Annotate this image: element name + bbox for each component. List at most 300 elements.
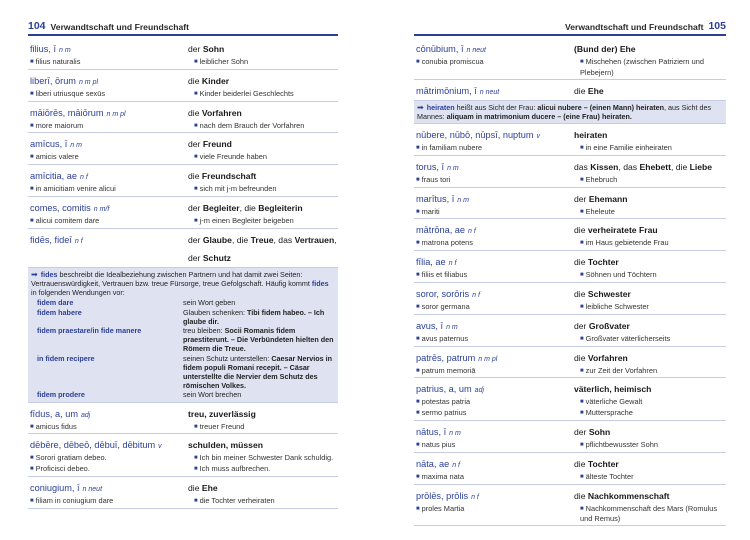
dictionary-entry bbox=[414, 347, 726, 379]
example-german-text: Mischehen (zwischen Patriziern und Plebejern) bbox=[580, 57, 704, 77]
example-german-text: sich mit j-m befreunden bbox=[199, 184, 277, 194]
left-entries bbox=[28, 38, 338, 268]
phrase-latin: in fidem recipere bbox=[37, 353, 95, 363]
dictionary-entry bbox=[414, 219, 726, 251]
example-latin bbox=[30, 152, 188, 163]
example-german bbox=[188, 216, 338, 227]
headword: avus, ī bbox=[416, 320, 444, 331]
german-column bbox=[188, 134, 338, 152]
translation: der Begleiter, die Begleiterin bbox=[188, 202, 303, 213]
example-row bbox=[416, 504, 726, 525]
example-row bbox=[416, 57, 726, 78]
bullet-icon: ■ bbox=[416, 272, 420, 279]
translation: der Sohn bbox=[188, 44, 225, 54]
dictionary-entry bbox=[28, 197, 338, 229]
example-latin-text: Sorori gratiam debeo. bbox=[35, 453, 107, 463]
example-german-text: Großvater väterlicherseits bbox=[585, 333, 671, 343]
headword: marītus, ī bbox=[416, 193, 455, 204]
phrase-latin: fidem prodere bbox=[37, 390, 85, 400]
latin-column bbox=[30, 39, 188, 57]
latin-column bbox=[416, 486, 574, 504]
bullet-icon: ■ bbox=[580, 145, 584, 151]
note-text: heißt aus Sicht der Frau: bbox=[456, 102, 536, 112]
example-latin bbox=[30, 121, 188, 132]
example-german bbox=[574, 57, 726, 78]
note-text-2: in folgenden Wendungen vor: bbox=[31, 288, 125, 298]
translation: der Sohn bbox=[574, 426, 611, 437]
example-row bbox=[30, 453, 338, 464]
note-keyword: fides bbox=[40, 269, 58, 279]
entry-main-row bbox=[416, 316, 726, 334]
grammar-tag: adj bbox=[81, 411, 91, 419]
example-latin bbox=[416, 143, 574, 154]
left-header bbox=[28, 16, 338, 32]
entry-main-row bbox=[30, 230, 338, 266]
bullet-icon: ■ bbox=[416, 176, 420, 183]
bullet-icon: ■ bbox=[194, 59, 198, 65]
example-german-text: leiblicher Sohn bbox=[199, 57, 249, 66]
dictionary-entry bbox=[28, 133, 338, 165]
example-row bbox=[416, 302, 726, 313]
entry-main-row bbox=[416, 189, 726, 207]
example-latin-text: amicus fidus bbox=[35, 421, 77, 431]
bullet-icon: ■ bbox=[416, 367, 420, 374]
example-row bbox=[30, 184, 338, 195]
bullet-icon: ■ bbox=[194, 498, 198, 505]
fides-note-box bbox=[28, 268, 338, 403]
dictionary-entry bbox=[28, 165, 338, 197]
bullet-icon: ■ bbox=[30, 154, 34, 161]
entry-main-row bbox=[416, 39, 726, 57]
example-german-text: leibliche Schwester bbox=[585, 301, 649, 311]
example-latin bbox=[416, 504, 574, 515]
example-latin-text: more maiorum bbox=[35, 120, 84, 130]
example-german bbox=[574, 408, 726, 419]
dictionary-entry bbox=[28, 38, 338, 70]
example-latin-text: conubia promiscua bbox=[421, 57, 484, 66]
translation: die Nachkommenschaft bbox=[574, 490, 670, 501]
headword: māiōrēs, māiōrum bbox=[30, 107, 104, 118]
translation: die Vorfahren bbox=[188, 107, 242, 118]
latin-column bbox=[416, 454, 574, 472]
example-german bbox=[574, 397, 726, 408]
german-column bbox=[574, 157, 726, 175]
translation: schulden, müssen bbox=[188, 440, 263, 451]
bullet-icon: ■ bbox=[30, 423, 34, 430]
example-german bbox=[574, 472, 726, 483]
translation: die Vorfahren bbox=[574, 352, 628, 363]
example-german-text: in eine Familie einheiraten bbox=[585, 143, 672, 152]
left-page-number: 104 bbox=[28, 20, 46, 32]
right-entries-2 bbox=[414, 124, 726, 526]
dictionary-entry bbox=[414, 124, 726, 156]
bullet-icon: ■ bbox=[416, 240, 420, 247]
translation: die Tochter bbox=[574, 458, 619, 469]
entry-main-row bbox=[416, 81, 726, 99]
latin-column bbox=[30, 166, 188, 184]
german-column bbox=[574, 422, 726, 440]
bullet-icon: ■ bbox=[194, 217, 198, 224]
bullet-icon: ■ bbox=[194, 122, 198, 129]
grammar-tag: n m bbox=[447, 164, 459, 172]
dictionary-entry bbox=[28, 229, 338, 268]
bullet-icon: ■ bbox=[30, 59, 34, 65]
headword: nāta, ae bbox=[416, 458, 450, 469]
right-entries bbox=[414, 38, 726, 101]
example-latin bbox=[416, 440, 574, 451]
dictionary-entry bbox=[28, 102, 338, 134]
note-bold-1: alicui nubere – (einen Mann) heiraten bbox=[537, 102, 664, 112]
bullet-icon: ■ bbox=[194, 154, 198, 161]
translation: (Bund der) Ehe bbox=[574, 44, 636, 54]
entry-main-row bbox=[30, 166, 338, 184]
right-header bbox=[414, 16, 726, 32]
example-german-text: Ehebruch bbox=[585, 174, 618, 184]
bullet-icon: ■ bbox=[416, 410, 420, 417]
example-german-text: Kinder beiderlei Geschlechts bbox=[199, 88, 294, 98]
example-german bbox=[188, 121, 338, 132]
example-latin-text: mariti bbox=[421, 206, 440, 216]
example-latin bbox=[416, 207, 574, 218]
example-german-text: Söhnen und Töchtern bbox=[585, 270, 657, 280]
example-german bbox=[574, 238, 726, 249]
example-latin-text: Proficisci debeo. bbox=[35, 464, 90, 474]
bullet-icon: ■ bbox=[416, 208, 420, 215]
latin-column bbox=[30, 71, 188, 89]
example-german bbox=[574, 504, 726, 525]
bullet-icon: ■ bbox=[194, 186, 198, 193]
example-german bbox=[188, 184, 338, 195]
entry-main-row bbox=[416, 454, 726, 472]
example-latin-text: matrona potens bbox=[421, 238, 473, 248]
example-row bbox=[30, 422, 338, 433]
example-german-text: treuer Freund bbox=[199, 421, 245, 431]
example-latin bbox=[416, 238, 574, 249]
bullet-icon: ■ bbox=[580, 441, 584, 448]
translation: die Tochter bbox=[574, 257, 619, 268]
bullet-icon: ■ bbox=[30, 498, 34, 505]
german-column bbox=[574, 220, 726, 238]
example-german-text: Nachkommenschaft des Mars (Romulus und Remus) bbox=[580, 503, 718, 524]
bullet-icon: ■ bbox=[416, 399, 420, 406]
example-latin bbox=[416, 270, 574, 281]
example-german bbox=[574, 302, 726, 313]
right-running-head: Verwandtschaft und Freundschaft bbox=[564, 22, 704, 32]
phrase-german: treu bleiben: Socii Romanis fidem praestiterunt. – Die Verbündeten hielten den Römern die Treue. bbox=[183, 326, 334, 354]
headword: nūbere, nūbō, nūpsī, nuptum bbox=[416, 130, 534, 140]
entry-main-row bbox=[30, 404, 338, 422]
left-running-head: Verwandtschaft und Freundschaft bbox=[50, 22, 190, 32]
example-row bbox=[416, 175, 726, 186]
translation: die Ehe bbox=[188, 483, 218, 494]
example-german-text: die Tochter verheiraten bbox=[199, 496, 275, 506]
example-german bbox=[188, 57, 338, 68]
entry-main-row bbox=[30, 103, 338, 121]
grammar-tag: n m bbox=[446, 323, 458, 331]
german-column bbox=[188, 230, 338, 266]
translation: der Großvater bbox=[574, 320, 630, 331]
example-latin bbox=[416, 57, 574, 68]
example-row bbox=[416, 397, 726, 408]
example-german-text: Muttersprache bbox=[585, 408, 633, 418]
example-german bbox=[574, 334, 726, 345]
grammar-tag: n f bbox=[452, 461, 461, 469]
headword: fidēs, fideī bbox=[30, 234, 72, 245]
bullet-icon: ■ bbox=[580, 335, 584, 342]
headword: cōnūbium, ī bbox=[416, 44, 464, 54]
headword: amīcus, ī bbox=[30, 139, 68, 150]
example-latin-text: potestas patria bbox=[421, 397, 471, 407]
bullet-icon: ■ bbox=[30, 466, 34, 473]
german-column bbox=[574, 486, 726, 504]
example-latin-text: liberi utriusque sexūs bbox=[35, 88, 106, 98]
latin-column bbox=[416, 39, 574, 57]
grammar-tag: n neut bbox=[82, 486, 103, 494]
headword: liberī, ōrum bbox=[30, 75, 76, 86]
grammar-tag: n m pl bbox=[106, 110, 126, 118]
note-text: beschreibt die Idealbeziehung zwischen Partnern und hat damit zwei Seiten: Vertrauenswürdigkeit, Vertrauen bzw. treue Fürsorge, treue Gefolgschaft. Häufig kommt bbox=[31, 269, 310, 288]
bullet-icon: ■ bbox=[416, 145, 420, 151]
note-phrase-grid bbox=[31, 298, 335, 399]
bullet-icon: ■ bbox=[30, 90, 34, 97]
german-column bbox=[188, 39, 338, 57]
grammar-tag: n f bbox=[79, 174, 88, 182]
example-latin bbox=[30, 496, 188, 507]
grammar-tag: n f bbox=[74, 237, 83, 245]
example-latin bbox=[416, 175, 574, 186]
entry-main-row bbox=[30, 39, 338, 57]
example-latin bbox=[30, 464, 188, 475]
german-column bbox=[574, 252, 726, 270]
example-row bbox=[30, 121, 338, 132]
phrase-german: seinen Schutz unterstellen: Caesar Nervios in fidem populi Romani recepit. – Cäsar unterstellte die Nervier dem Schutz des römischen Volkes. bbox=[183, 353, 333, 391]
translation: die Schwester bbox=[574, 288, 631, 299]
example-latin-text: proles Martia bbox=[421, 503, 465, 513]
example-latin bbox=[416, 397, 574, 408]
example-german-text: Eheleute bbox=[585, 206, 615, 216]
headword: prōlēs, prōlis bbox=[416, 490, 469, 501]
entry-main-row bbox=[30, 478, 338, 496]
example-latin-text: alicui comitem dare bbox=[35, 215, 100, 225]
note-text-2: , aus Sicht des Mannes: bbox=[417, 102, 712, 121]
german-column bbox=[574, 316, 726, 334]
example-german-text: viele Freunde haben bbox=[199, 152, 268, 162]
example-latin bbox=[30, 89, 188, 100]
bullet-icon: ■ bbox=[416, 473, 420, 480]
example-german bbox=[574, 440, 726, 451]
example-german bbox=[188, 453, 338, 464]
example-row bbox=[416, 440, 726, 451]
example-latin bbox=[30, 422, 188, 433]
entry-main-row bbox=[416, 348, 726, 366]
example-row bbox=[416, 238, 726, 249]
bullet-icon: ■ bbox=[580, 176, 584, 183]
note-arrow-icon: ➡ bbox=[31, 269, 38, 279]
example-latin bbox=[30, 184, 188, 195]
grammar-tag: n m bbox=[59, 47, 71, 54]
example-german bbox=[574, 270, 726, 281]
example-latin-text: maxima nata bbox=[421, 471, 464, 481]
dictionary-entry bbox=[414, 485, 726, 527]
latin-column bbox=[30, 435, 188, 453]
example-german-text: älteste Tochter bbox=[585, 471, 634, 481]
translation: die Kinder bbox=[188, 75, 230, 86]
bullet-icon: ■ bbox=[580, 410, 584, 417]
translation: väterlich, heimisch bbox=[574, 384, 652, 395]
dictionary-entry bbox=[414, 80, 726, 101]
dictionary-entry bbox=[414, 453, 726, 485]
entry-main-row bbox=[416, 379, 726, 397]
bullet-icon: ■ bbox=[580, 303, 584, 310]
bullet-icon: ■ bbox=[580, 399, 584, 406]
german-column bbox=[574, 348, 726, 366]
headword: nātus, ī bbox=[416, 426, 447, 437]
translation: heiraten bbox=[574, 130, 608, 140]
example-latin-text: filius naturalis bbox=[35, 57, 81, 66]
dictionary-entry bbox=[414, 421, 726, 453]
dictionary-entry bbox=[414, 315, 726, 347]
headword: soror, sorōris bbox=[416, 288, 470, 299]
bullet-icon: ■ bbox=[580, 473, 584, 480]
note-bold-2: aliquam in matrimonium ducere – (eine Frau) heiraten. bbox=[446, 111, 632, 121]
german-column bbox=[574, 39, 726, 57]
example-latin bbox=[30, 57, 188, 68]
example-row bbox=[416, 408, 726, 419]
german-column bbox=[188, 198, 338, 216]
headword: coniugium, ī bbox=[30, 483, 80, 494]
dictionary-entry bbox=[28, 477, 338, 509]
grammar-tag: n f bbox=[468, 228, 476, 236]
example-german-text: nach dem Brauch der Vorfahren bbox=[199, 120, 305, 130]
dictionary-entry bbox=[414, 283, 726, 315]
entry-main-row bbox=[30, 198, 338, 216]
phrase-german: sein Wort geben bbox=[183, 298, 236, 308]
example-row bbox=[416, 270, 726, 281]
grammar-tag: n m bbox=[70, 142, 82, 150]
latin-column bbox=[30, 134, 188, 152]
example-latin-text: fraus tori bbox=[421, 174, 451, 184]
example-latin-text: avus paternus bbox=[421, 333, 469, 343]
example-row bbox=[30, 464, 338, 475]
dictionary-entry bbox=[414, 38, 726, 80]
grammar-tag: n m pl bbox=[478, 355, 498, 363]
bullet-icon: ■ bbox=[30, 186, 34, 193]
grammar-tag: adj bbox=[474, 387, 485, 395]
example-german-text: Ich muss aufbrechen. bbox=[199, 464, 271, 474]
entry-main-row bbox=[416, 252, 726, 270]
bullet-icon: ■ bbox=[194, 90, 198, 97]
latin-column bbox=[30, 404, 188, 422]
bullet-icon: ■ bbox=[194, 423, 198, 430]
example-latin-text: soror germana bbox=[421, 301, 470, 311]
note-keyword: heiraten bbox=[426, 102, 455, 112]
entry-main-row bbox=[416, 125, 726, 143]
example-latin bbox=[416, 366, 574, 377]
latin-column bbox=[416, 252, 574, 270]
phrase-latin: fidem praestare/in fide manere bbox=[37, 326, 142, 335]
left-page bbox=[28, 16, 338, 509]
translation: das Kissen, das Ehebett, die Liebe bbox=[574, 161, 713, 172]
entry-main-row bbox=[416, 422, 726, 440]
latin-column bbox=[416, 157, 574, 175]
bullet-icon: ■ bbox=[580, 367, 584, 374]
german-column bbox=[574, 379, 726, 397]
headword: fīdus, a, um bbox=[30, 408, 79, 419]
example-latin-text: filiam in coniugium dare bbox=[35, 496, 114, 506]
headword: dēbēre, dēbeō, dēbuī, dēbitum bbox=[30, 440, 156, 451]
dictionary-entry bbox=[414, 251, 726, 283]
latin-column bbox=[416, 379, 574, 397]
german-column bbox=[188, 103, 338, 121]
latin-column bbox=[30, 478, 188, 496]
example-latin-text: patrum memoriā bbox=[421, 365, 476, 375]
bullet-icon: ■ bbox=[194, 455, 198, 462]
german-column bbox=[188, 166, 338, 184]
translation: die verheiratete Frau bbox=[574, 225, 658, 236]
bullet-icon: ■ bbox=[416, 441, 420, 448]
example-german bbox=[574, 175, 726, 186]
grammar-tag: n f bbox=[472, 291, 480, 299]
translation: der Glaube, die Treue, das Vertrauen, der Schutz bbox=[188, 234, 337, 263]
german-column bbox=[188, 71, 338, 89]
latin-column bbox=[416, 125, 574, 143]
left-entries-2 bbox=[28, 403, 338, 509]
example-latin-text: in familiam nubere bbox=[421, 143, 483, 152]
example-row bbox=[30, 89, 338, 100]
example-row bbox=[30, 496, 338, 507]
example-german bbox=[188, 89, 338, 100]
example-german-text: j-m einen Begleiter beigeben bbox=[199, 215, 294, 225]
entry-main-row bbox=[30, 71, 338, 89]
bullet-icon: ■ bbox=[580, 505, 584, 512]
bullet-icon: ■ bbox=[30, 217, 34, 224]
example-row bbox=[416, 143, 726, 154]
dictionary-entry bbox=[28, 403, 338, 435]
example-latin-text: amicis valere bbox=[35, 152, 79, 162]
headword: torus, ī bbox=[416, 161, 445, 172]
headword: patrius, a, um bbox=[416, 384, 472, 395]
example-row bbox=[416, 334, 726, 345]
grammar-tag: n f bbox=[471, 493, 479, 501]
german-column bbox=[574, 284, 726, 302]
latin-column bbox=[416, 220, 574, 238]
grammar-tag: n neut bbox=[466, 47, 486, 54]
dictionary-entry bbox=[414, 378, 726, 421]
example-german bbox=[574, 143, 726, 154]
entry-main-row bbox=[416, 284, 726, 302]
example-latin-text: sermo patrius bbox=[421, 408, 467, 418]
left-header-rule bbox=[28, 34, 338, 36]
example-latin bbox=[416, 302, 574, 313]
example-latin bbox=[416, 472, 574, 483]
example-row bbox=[30, 216, 338, 227]
phrase-german: Glauben schenken: Tibi fidem habeo. – Ich glaube dir. bbox=[183, 307, 325, 326]
phrase-latin: fidem habere bbox=[37, 307, 82, 317]
grammar-tag: n m/f bbox=[93, 205, 110, 213]
example-row bbox=[30, 57, 338, 68]
latin-column bbox=[416, 81, 574, 99]
bullet-icon: ■ bbox=[580, 208, 584, 215]
note-arrow-icon: ➡ bbox=[417, 102, 424, 112]
german-column bbox=[574, 81, 726, 99]
phrase-latin: fidem dare bbox=[37, 298, 74, 308]
phrase-german: sein Wort brechen bbox=[183, 390, 242, 400]
latin-column bbox=[30, 103, 188, 121]
dictionary-entry bbox=[28, 70, 338, 102]
entry-main-row bbox=[416, 486, 726, 504]
bullet-icon: ■ bbox=[30, 455, 34, 462]
grammar-tag: v bbox=[536, 133, 540, 140]
